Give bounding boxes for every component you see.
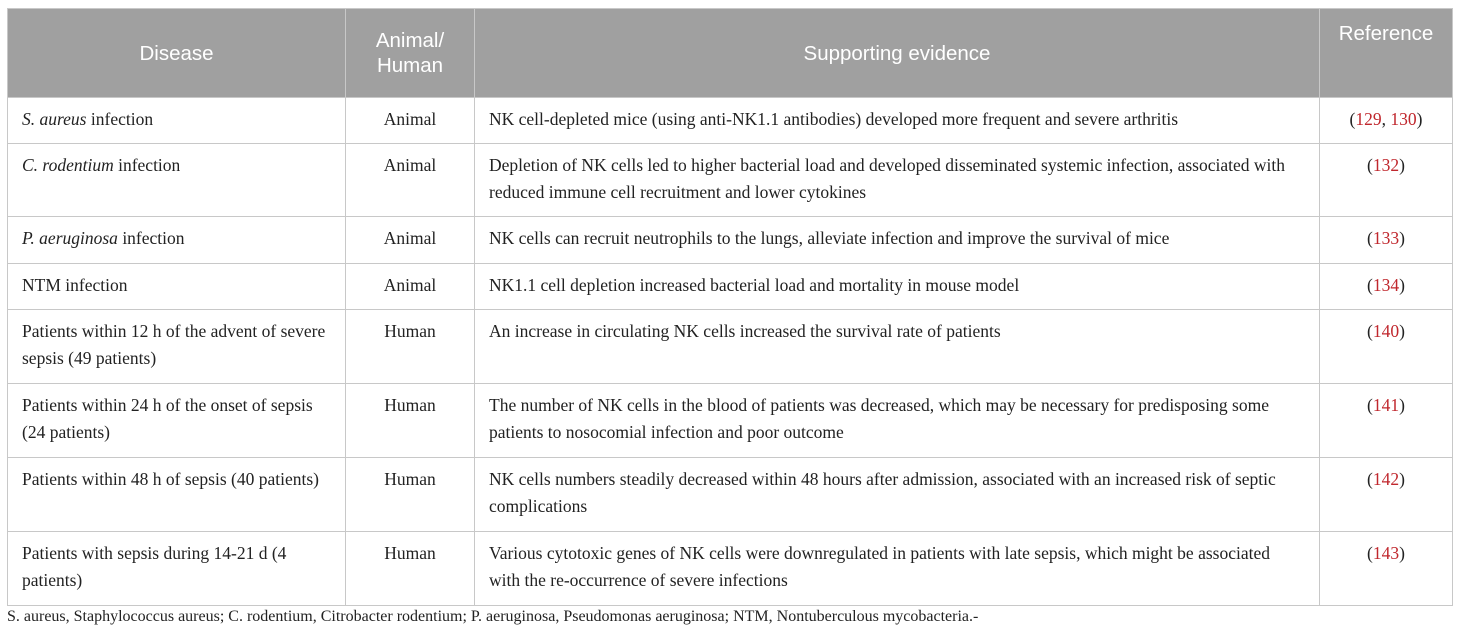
reference-link[interactable]: 142	[1372, 469, 1400, 489]
cell-supporting-evidence: Depletion of NK cells led to higher bacterial load and developed disseminated systemic infection, associated with reduced immune cell recruitment and lower cytokines	[475, 144, 1320, 217]
data-table	[7, 8, 1453, 606]
disease-text: infection	[113, 155, 181, 175]
cell-animal-human: Human	[346, 310, 475, 384]
cell-supporting-evidence: Various cytotoxic genes of NK cells were downregulated in patients with late sepsis, which might be associated with the re-occurrence of severe infections	[475, 532, 1320, 606]
cell-animal-human: Human	[346, 532, 475, 606]
reference-link[interactable]: 140	[1372, 321, 1400, 341]
cell-reference: (134)	[1320, 264, 1453, 310]
disease-species: P. aeruginosa	[22, 228, 118, 248]
table-row	[8, 310, 1453, 384]
cell-disease	[8, 98, 346, 144]
cell-disease	[8, 144, 346, 217]
cell-supporting-evidence: NK cells numbers steadily decreased within 48 hours after admission, associated with an increased risk of septic complications	[475, 458, 1320, 532]
cell-reference: (140)	[1320, 310, 1453, 384]
cell-supporting-evidence: NK1.1 cell depletion increased bacterial load and mortality in mouse model	[475, 264, 1320, 310]
disease-text: NTM infection	[22, 275, 128, 295]
reference-link[interactable]: 133	[1372, 228, 1400, 248]
cell-disease	[8, 458, 346, 532]
table-footnote: S. aureus, Staphylococcus aureus; C. rodentium, Citrobacter rodentium; P. aeruginosa, Pseudomonas aeruginosa; NTM, Nontuberculous mycobacteria.-	[7, 608, 979, 625]
cell-animal-human: Animal	[346, 144, 475, 217]
table-row	[8, 144, 1453, 217]
disease-text: Patients within 24 h of the onset of sepsis (24 patients)	[22, 395, 313, 442]
cell-animal-human: Animal	[346, 217, 475, 264]
header-reference: Reference	[1320, 9, 1453, 98]
cell-disease	[8, 264, 346, 310]
disease-species: C. rodentium	[22, 155, 114, 175]
table-row	[8, 264, 1453, 310]
disease-text: infection	[86, 109, 154, 129]
reference-link[interactable]: 143	[1372, 543, 1400, 563]
cell-supporting-evidence: An increase in circulating NK cells increased the survival rate of patients	[475, 310, 1320, 384]
cell-supporting-evidence: The number of NK cells in the blood of patients was decreased, which may be necessary for predisposing some patients to nosocomial infection and poor outcome	[475, 384, 1320, 458]
cell-disease	[8, 310, 346, 384]
disease-text: Patients within 48 h of sepsis (40 patients)	[22, 469, 319, 489]
table-row	[8, 98, 1453, 144]
disease-text: infection	[117, 228, 185, 248]
cell-reference: (132)	[1320, 144, 1453, 217]
cell-disease	[8, 384, 346, 458]
cell-reference: (129, 130)	[1320, 98, 1453, 144]
reference-link[interactable]: 141	[1372, 395, 1400, 415]
cell-reference: (142)	[1320, 458, 1453, 532]
header-row	[8, 9, 1453, 98]
cell-reference: (143)	[1320, 532, 1453, 606]
reference-link[interactable]: 134	[1372, 275, 1400, 295]
cell-supporting-evidence: NK cell-depleted mice (using anti-NK1.1 antibodies) developed more frequent and severe arthritis	[475, 98, 1320, 144]
header-disease: Disease	[8, 9, 346, 98]
header-animal-human-line1: Animal/	[375, 29, 445, 52]
disease-text: Patients within 12 h of the advent of severe sepsis (49 patients)	[22, 321, 326, 368]
cell-disease	[8, 532, 346, 606]
cell-animal-human: Human	[346, 458, 475, 532]
table-row	[8, 532, 1453, 606]
cell-reference: (141)	[1320, 384, 1453, 458]
table-body	[8, 98, 1453, 606]
table-row	[8, 384, 1453, 458]
cell-animal-human: Animal	[346, 98, 475, 144]
reference-link[interactable]: 129	[1355, 109, 1382, 129]
cell-disease	[8, 217, 346, 264]
table-row	[8, 458, 1453, 532]
cell-animal-human: Human	[346, 384, 475, 458]
reference-link[interactable]: 132	[1372, 155, 1400, 175]
disease-text: Patients with sepsis during 14-21 d (4 patients)	[22, 543, 287, 590]
disease-species: S. aureus	[22, 109, 87, 129]
cell-reference: (133)	[1320, 217, 1453, 264]
header-supporting-evidence: Supporting evidence	[475, 9, 1320, 98]
header-animal-human-line2: Human	[376, 54, 444, 77]
cell-supporting-evidence: NK cells can recruit neutrophils to the lungs, alleviate infection and improve the survival of mice	[475, 217, 1320, 264]
reference-link[interactable]: 130	[1390, 109, 1417, 129]
table-row	[8, 217, 1453, 264]
header-animal-human	[346, 9, 475, 98]
cell-animal-human: Animal	[346, 264, 475, 310]
